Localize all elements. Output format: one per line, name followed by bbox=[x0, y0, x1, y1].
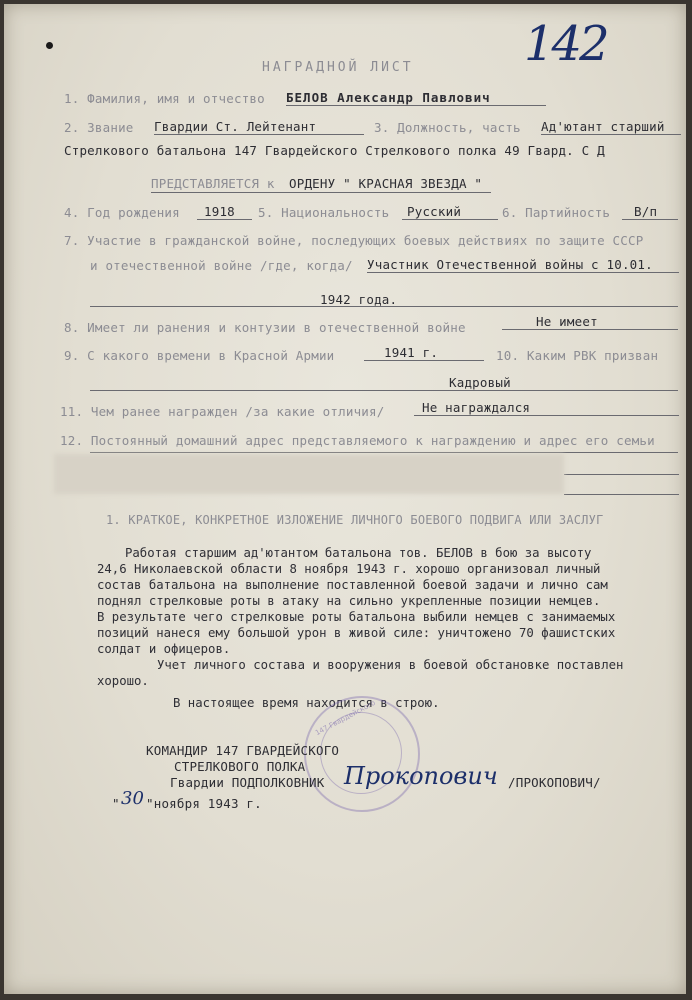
punch-hole bbox=[46, 42, 53, 49]
presented-underline bbox=[151, 192, 491, 193]
field-9-label: 9. С какого времени в Красной Армии bbox=[64, 348, 335, 363]
body-line: позиций нанеся ему большой урон в живой силе: уничтожено 70 фашистских bbox=[97, 626, 616, 640]
body-line: 24,6 Николаевской области 8 ноября 1943 г. хорошо организовал личный bbox=[97, 562, 601, 576]
field-2-underline bbox=[154, 134, 364, 135]
field-3-value: Ад'ютант старший bbox=[541, 119, 665, 134]
field-8-value: Не имеет bbox=[536, 314, 598, 329]
field-7-underline-2 bbox=[90, 306, 678, 307]
body-line: хорошо. bbox=[97, 674, 149, 688]
field-8-underline bbox=[502, 329, 678, 330]
page-number: 142 bbox=[524, 16, 607, 72]
field-4-label: 4. Год рождения bbox=[64, 205, 180, 220]
body-line: поднял стрелковые роты в атаку на сильно укрепленные позиции немцев. bbox=[97, 594, 601, 608]
redacted-address bbox=[54, 454, 564, 494]
handwritten-signature: Прокопович bbox=[344, 762, 498, 790]
document-title: НАГРАДНОЙ ЛИСТ bbox=[262, 60, 414, 75]
field-1-value: БЕЛОВ Александр Павлович bbox=[286, 90, 491, 105]
signer-name: /ПРОКОПОВИЧ/ bbox=[508, 775, 601, 790]
field-8-label: 8. Имеет ли ранения и контузии в отечественной войне bbox=[64, 320, 466, 335]
field-9-underline bbox=[364, 360, 484, 361]
body-line: Работая старшим ад'ютантом батальона тов. БЕЛОВ в бою за высоту bbox=[125, 546, 592, 560]
presented-value: ОРДЕНУ " КРАСНАЯ ЗВЕЗДА " bbox=[289, 176, 483, 191]
field-10-value: Кадровый bbox=[449, 375, 511, 390]
signer-title-2: СТРЕЛКОВОГО ПОЛКА bbox=[174, 759, 306, 774]
field-2-value: Гвардии Ст. Лейтенант bbox=[154, 119, 317, 134]
field-3-value-cont: Стрелкового батальона 147 Гвардейского Стрелкового полка 49 Гвард. С Д bbox=[64, 143, 605, 158]
field-6-underline bbox=[622, 219, 678, 220]
award-sheet bbox=[4, 4, 686, 994]
field-7-label: 7. Участие в гражданской войне, последующих боевых действиях по защите СССР bbox=[64, 233, 644, 248]
field-10-underline bbox=[90, 390, 678, 391]
field-7-underline bbox=[367, 272, 679, 273]
signer-title-1: КОМАНДИР 147 ГВАРДЕЙСКОГО bbox=[146, 743, 340, 758]
body-line: солдат и офицеров. bbox=[97, 642, 231, 656]
field-3-underline bbox=[541, 134, 681, 135]
feat-description bbox=[97, 545, 677, 711]
date-open-quote: " bbox=[112, 796, 120, 811]
field-5-label: 5. Национальность bbox=[258, 205, 390, 220]
field-1-underline bbox=[286, 105, 546, 106]
stamp-text: 147 Гвардейского bbox=[314, 698, 377, 738]
body-line: В настоящее время находится в строю. bbox=[173, 696, 440, 710]
field-4-value: 1918 bbox=[204, 204, 235, 219]
signer-title-3: Гвардии ПОДПОЛКОВНИК bbox=[170, 775, 325, 790]
section-heading: 1. КРАТКОЕ, КОНКРЕТНОЕ ИЗЛОЖЕНИЕ ЛИЧНОГО БОЕВОГО ПОДВИГА ИЛИ ЗАСЛУГ bbox=[106, 513, 604, 527]
field-11-label: 11. Чем ранее награжден /за какие отличия/ bbox=[60, 404, 385, 419]
field-12-underline bbox=[90, 452, 678, 453]
field-4-underline bbox=[197, 219, 252, 220]
field-11-underline bbox=[414, 415, 679, 416]
field-12-underline-3 bbox=[564, 494, 679, 495]
field-7-value-cont: 1942 года. bbox=[320, 292, 398, 307]
field-5-value: Русский bbox=[407, 204, 462, 219]
field-1-label: 1. Фамилия, имя и отчество bbox=[64, 91, 265, 106]
field-11-value: Не награждался bbox=[422, 400, 531, 415]
date-day: 30 bbox=[121, 788, 144, 809]
presented-label: ПРЕДСТАВЛЯЕТСЯ к bbox=[151, 176, 275, 191]
field-12-label: 12. Постоянный домашний адрес представляемого к награждению и адрес его семьи bbox=[60, 433, 655, 448]
body-line: состав батальона на выполнение поставленной боевой задачи и лично сам bbox=[97, 578, 608, 592]
field-7-value: Участник Отечественной войны с 10.01. bbox=[367, 257, 653, 272]
date-rest: "ноября 1943 г. bbox=[146, 796, 262, 811]
body-line: Учет личного состава и вооружения в боевой обстановке поставлен bbox=[157, 658, 624, 672]
field-6-label: 6. Партийность bbox=[502, 205, 611, 220]
field-9-value: 1941 г. bbox=[384, 345, 439, 360]
field-2-label: 2. Звание bbox=[64, 120, 134, 135]
field-3-label: 3. Должность, часть bbox=[374, 120, 521, 135]
field-6-value: В/п bbox=[634, 204, 658, 219]
field-7-label-cont: и отечественной войне /где, когда/ bbox=[90, 258, 353, 273]
field-12-underline-2 bbox=[564, 474, 679, 475]
field-5-underline bbox=[402, 219, 498, 220]
body-line: В результате чего стрелковые роты батальона выбили немцев с занимаемых bbox=[97, 610, 616, 624]
field-10-label: 10. Каким РВК призван bbox=[496, 348, 659, 363]
